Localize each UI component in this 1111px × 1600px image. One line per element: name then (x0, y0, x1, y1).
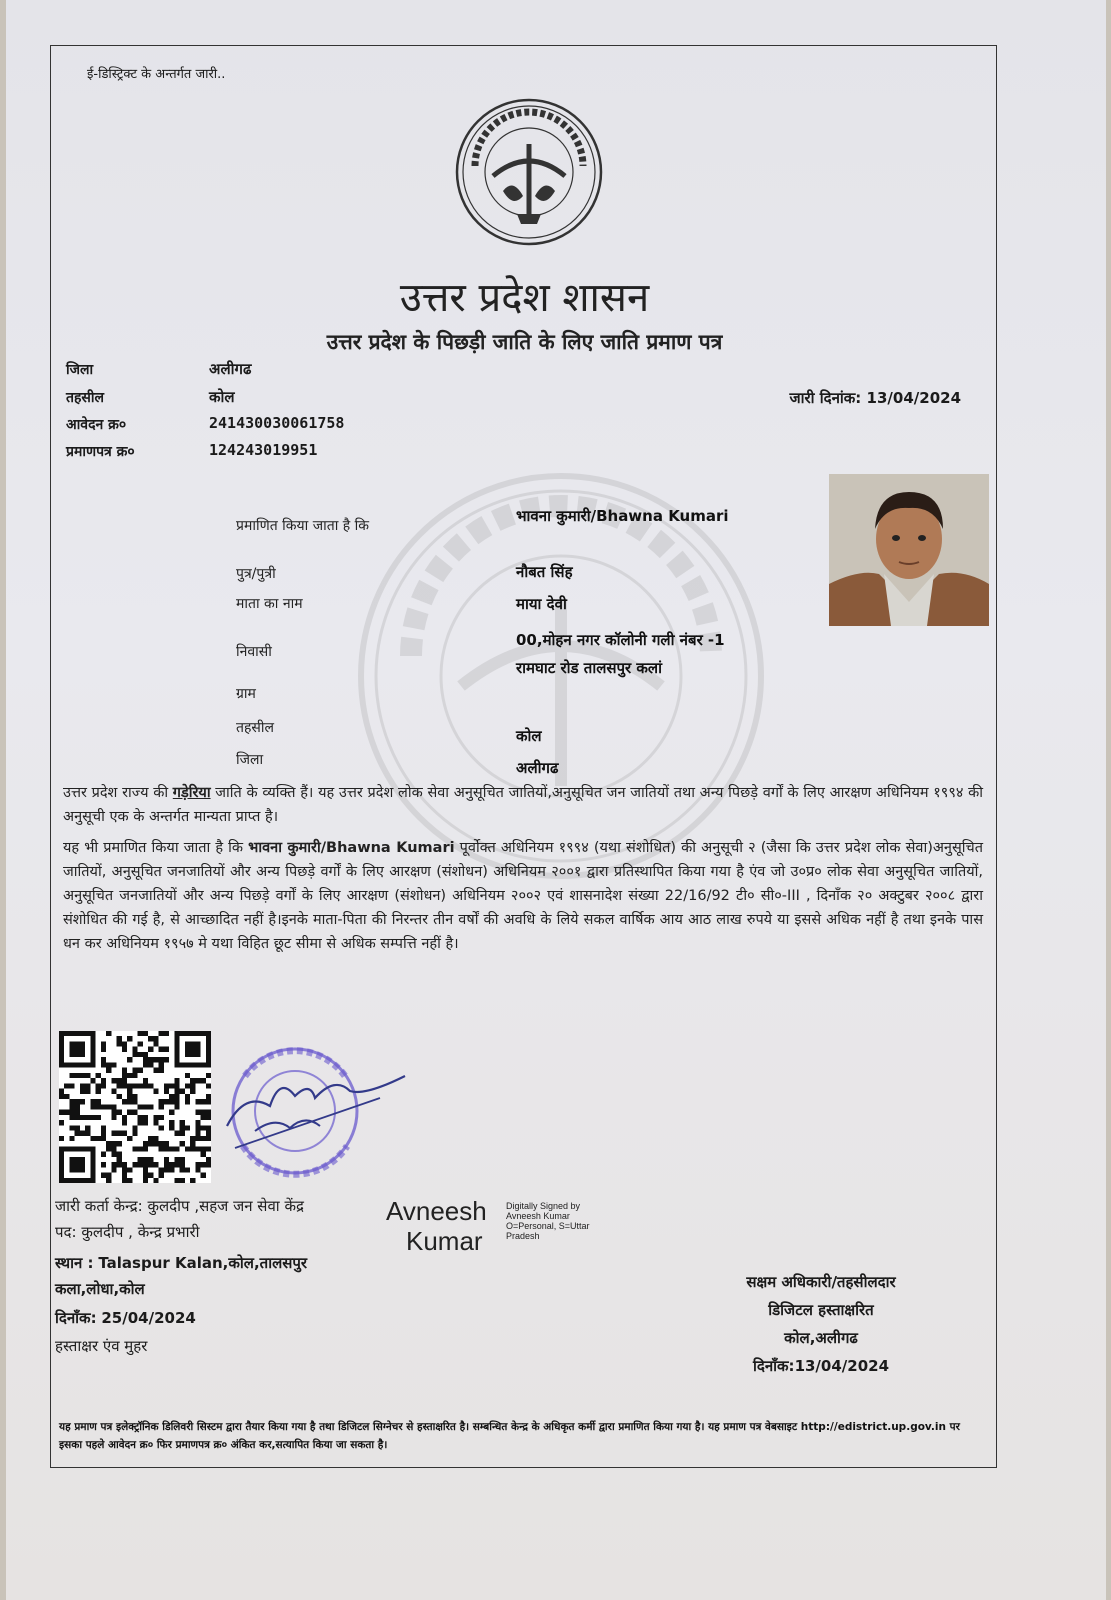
digital-signature-name-1: Avneesh (386, 1196, 487, 1226)
certificate-no-value: 124243019951 (209, 441, 318, 459)
authority-location: कोल,अलीगढ (784, 1329, 858, 1347)
address-line-1: 00,मोहन नगर कॉलोनी गली नंबर -1 (516, 631, 725, 649)
issuer-post: पद: कुलदीप , केन्द्र प्रभारी (55, 1223, 200, 1241)
mother-name-label: माता का नाम (236, 596, 303, 612)
issue-date (789, 388, 961, 408)
issuing-centre: जारी कर्ता केन्द्र: कुलदीप ,सहज जन सेवा केंद्र (55, 1197, 304, 1215)
tehsil-value: कोल (209, 388, 235, 406)
father-name: नौबत सिंह (516, 563, 573, 581)
application-no-value: 241430030061758 (209, 414, 345, 432)
issued-under-note: ई-डिस्ट्रिक्ट के अन्तर्गत जारी.. (87, 67, 226, 82)
applicant-district-value: अलीगढ (516, 759, 559, 777)
village-label: ग्राम (236, 686, 256, 702)
district-value: अलीगढ (209, 360, 252, 378)
authority-block (671, 1268, 971, 1380)
digital-signature-name-2: Kumar (406, 1226, 483, 1256)
resident-label: निवासी (236, 644, 272, 660)
digital-signature-details: Digitally Signed by Avneesh Kumar O=Personal, S=Uttar Pradesh (506, 1201, 590, 1241)
application-no-label: आवेदन क्र० (66, 417, 127, 433)
tehsil-label: तहसील (66, 390, 104, 406)
up-government-emblem (453, 96, 605, 248)
document-subtitle: उत्तर प्रदेश के पिछड़ी जाति के लिए जाति प्रमाण पत्र (326, 330, 723, 354)
applicant-photo (829, 474, 989, 626)
issue-date-label: जारी दिनांक: (789, 389, 862, 407)
caste-statement: उत्तर प्रदेश राज्य की गड़ेरिया जाति के व्यक्ति हैं। यह उत्तर प्रदेश लोक सेवा अनुसूचित जातियों,अनुसूचित जन जातियों तथा अन्य पिछड़े वर्गों के लिए आरक्षण अधिनियम १९९४ की अनुसूची एक के अन्तर्गत मान्यता प्राप्त है। (63, 785, 983, 825)
document-title: उत्तर प्रदेश शासन (399, 275, 650, 321)
caste-name: गड़ेरिया (172, 785, 211, 801)
applicant-name: भावना कुमारी/Bhawna Kumari (516, 507, 729, 525)
certificate-paper (6, 0, 1106, 1600)
digital-signature (386, 1196, 487, 1256)
footer-note: यह प्रमाण पत्र इलेक्ट्रॉनिक डिलिवरी सिस्टम द्वारा तैयार किया गया है तथा डिजिटल सिग्नेचर से हस्ताक्षरित है। सम्बन्धित केन्द्र के अधिकृत कर्मी द्वारा प्रमाणित किया गया है। यह प्रमाण पत्र वेबसाइट http://edistrict.up.gov.in पर इसका पहले आवेदन क्र० फिर प्रमाणपत्र क्र० अंकित कर,सत्यापित किया जा सकता है। (59, 1421, 960, 1451)
certificate-no-label: प्रमाणपत्र क्र० (66, 444, 135, 460)
authority-digitally-signed: डिजिटल हस्ताक्षरित (768, 1301, 874, 1319)
issue-date-value: 13/04/2024 (866, 389, 961, 407)
applicant-tehsil-value: कोल (516, 727, 542, 745)
seal-stamp (215, 1036, 415, 1186)
district-label: जिला (66, 362, 94, 378)
certificate-border (50, 45, 997, 1468)
certified-that-label: प्रमाणित किया जाता है कि (236, 518, 370, 534)
son-daughter-of-label: पुत्र/पुत्री (236, 566, 276, 582)
address-line-2: रामघाट रोड तालसपुर कलां (516, 659, 662, 677)
issuer-place: स्थान : Talaspur Kalan,कोल,तालसपुर कला,लोधा,कोल (55, 1254, 308, 1298)
applicant-tehsil-label: तहसील (236, 720, 274, 736)
authority-title: सक्षम अधिकारी/तहसीलदार (746, 1273, 896, 1291)
authority-date: दिनाँक:13/04/2024 (752, 1357, 890, 1375)
verification-qr-code (59, 1031, 211, 1183)
applicant-district-label: जिला (236, 752, 264, 768)
mother-name: माया देवी (516, 595, 567, 613)
verification-url[interactable]: http://edistrict.up.gov.in (800, 1421, 946, 1433)
signature-and-seal-label: हस्ताक्षर एंव मुहर (55, 1337, 148, 1355)
creamy-layer-statement: यह भी प्रमाणित किया जाता है कि भावना कुमारी/Bhawna Kumari पूर्वोक्त अधिनियम १९९४ (यथा संशोधित) की अनुसूची २ (जैसा कि उत्तर प्रदेश लोक सेवा)अनुसूचित जातियों, अनुसूचित जनजातियों और अन्य पिछड़े वर्गों के लिए आरक्षण (संशोधन) अधिनियम २००१ द्वारा प्रतिस्थापित किया गया है एंव जो उ०प्र० लोक सेवा अनुसूचित जातियों, अनुसूचित जनजातियों और अन्य पिछड़े वर्गों के लिए आरक्षण (संशोधन) अधिनियम २००२ एवं शासनादेश संख्या 22/16/92 टी० सी०-III , दिनाँक २० अक्टुबर २००८ द्वारा संशोधित की गई है, से आच्छादित नहीं है।इनके माता-पिता की निरन्तर तीन वर्षों की अवधि के लिये सकल वार्षिक आय आठ लाख रुपये या इससे अधिक नहीं है तथा इनके पास धन कर अधिनियम १९५७ मे यथा विहित छूट सीमा से अधिक सम्पत्ति नहीं है। (63, 840, 984, 952)
issuer-date: दिनाँक: 25/04/2024 (55, 1309, 196, 1327)
body-applicant-name: भावना कुमारी/Bhawna Kumari (248, 840, 455, 856)
